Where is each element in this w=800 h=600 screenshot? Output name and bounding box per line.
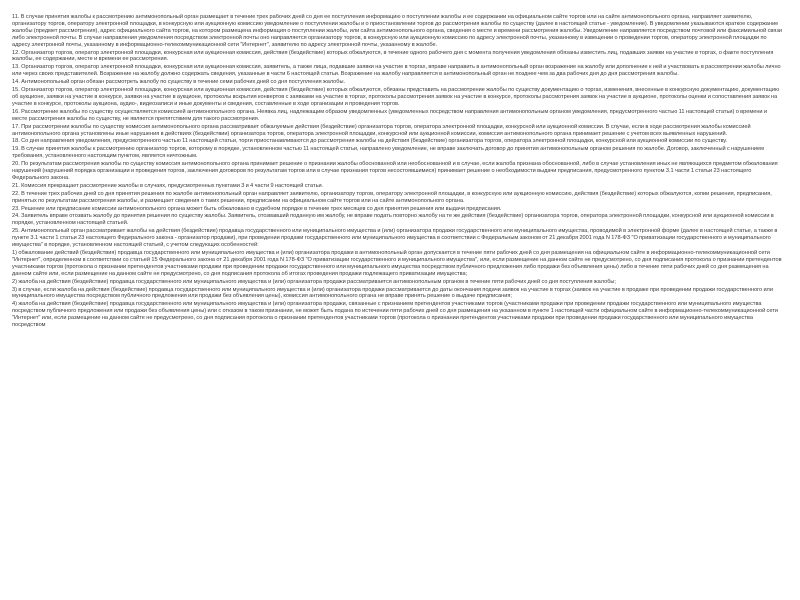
paragraph-12: 12. Организатор торгов, оператор электронной площадки, конкурсная или аукционная комиссия, действия (бездействие) которых обжалуются, в течение одного рабочего дня с момента получения уведомления обязаны известить лиц, подавших заявки на участие в торгах, о факте поступления жалобы, ее содержании, месте и времени ее рассмотрения. [12, 49, 774, 63]
paragraph-13: 13. Организатор торгов, оператор электронной площадки, конкурсная или аукционная комиссия, заявитель, а также лица, подавшие заявки на участие в торгах, вправе направить в антимонопольный орган возражение на жалобу или дополнение к ней и участвовать в рассмотрении жалобы лично или через своих представителей. Возражение на жалобу должно содержать сведения, указанные в части 6 настоящей статьи. Возражение на жалобу направляется в антимонопольный орган не позднее чем за два рабочих дня до дня рассмотрения жалобы. [12, 64, 781, 78]
paragraph-23: 23. Решение или предписание комиссии антимонопольного органа может быть обжаловано в судебном порядке в течение трех месяцев со дня принятия решения или выдачи предписания. [12, 205, 502, 212]
paragraph-15: 15. Организатор торгов, оператор электронной площадки, конкурсная или аукционная комиссия, действия (бездействие) которых обжалуются, обязаны представить на рассмотрение жалобы по существу документацию о торгах, изменения, внесенные в конкурсную документацию, документацию об аукционе, заявки на участие в конкурсе, заявки на участие в аукционе, протоколы вскрытия конвертов с заявками на участие в торгах, протоколы рассмотрения заявок на участие в конкурсе, протоколы рассмотрения заявок на участие в аукционе, протоколы оценки и сопоставления заявок на участие в конкурсе, протоколы аукциона, аудио-, видеозаписи и иные документы и сведения, составленные в ходе организации и проведения торгов. [12, 87, 780, 107]
paragraph-25-item-3: 3) в случае, если жалоба на действия (бездействие) продавца государственного или муниципального имущества и (или) организатора продажи рассматривается до даты окончания подачи заявок на участие в торгах (заявок на участие в продаже при проведении продажи государственного или муниципального имущества посредством публичного предложения или продажи без объявления цены), комиссия антимонопольного органа не вправе принять решение о выдаче предписания; [12, 286, 773, 300]
paragraph-16: 16. Рассмотрение жалобы по существу осуществляется комиссией антимонопольного органа. Неявка лиц, надлежащим образом уведомленных (уведомленных посредством направления антимонопольным органом уведомления, предусмотренного частью 11 настоящей статьи) о времени и месте рассмотрения жалобы по существу, не является препятствием для такого рассмотрения. [12, 108, 768, 122]
paragraph-25: 25. Антимонопольный орган рассматривает жалобы на действия (бездействие) продавца государственного или муниципального имущества и (или) организатора продажи государственного или муниципального имущества, проводимой в электронной форме (далее в настоящей статье, а также в пункте 3.1 части 1 статьи 23 настоящего Федерального закона - организатор продажи), при проведении продажи государственного или муниципального имущества в соответствии с Федеральным законом от 21 декабря 2001 года N 178-ФЗ "О приватизации государственного и муниципального имущества" в порядке, установленном настоящей статьей, с учетом следующих особенностей: [12, 228, 778, 249]
paragraph-25-item-2: 2) жалоба на действия (бездействие) продавца государственного или муниципального имущества и (или) организатора продажи рассматривается антимонопольным органом в течение пяти рабочих дней со дня поступления жалобы; [12, 278, 616, 285]
paragraph-21: 21. Комиссия прекращает рассмотрение жалобы в случаях, предусмотренных пунктами 3 и 4 части 9 настоящей статьи. [12, 182, 324, 189]
paragraph-24: 24. Заявитель вправе отозвать жалобу до принятия решения по существу жалобы. Заявитель, отозвавший поданную им жалобу, не вправе подать повторно жалобу на те же действия (бездействие) организатора торгов, оператора электронной площадки, конкурсной или аукционной комиссии в порядке, установленном настоящей статьей. [12, 213, 774, 227]
paragraph-11: 11. В случае принятия жалобы к рассмотрению антимонопольный орган размещает в течение трех рабочих дней со дня ее поступления информацию о поступлении жалобы и ее содержании на официальном сайте торгов или на сайте антимонопольного органа, направляет заявителю, организатору торгов, оператору электронной площадки, в конкурсную или аукционную комиссию уведомление о поступлении жалобы и о приостановлении торгов до рассмотрения жалобы по существу (далее в настоящей статье - уведомление). В уведомлении указываются краткое содержание жалобы (предмет рассмотрения), адрес официального сайта торгов, на котором размещена информация о поступлении жалобы, или сайта антимонопольного органа, сведения о месте и времени рассмотрения жалобы. Уведомление направляется посредством почтовой или факсимильной связи либо электронной почты. В случае направления уведомления посредством электронной почты оно направляется организатору торгов, в конкурсную или аукционную комиссию по адресу электронной почты, указанному в извещении о проведении торгов, оператору электронной площадки по адресу электронной почты, указанному в информационно-телекоммуникационной сети "Интернет", заявителю по адресу электронной почты, указанному в жалобе. [12, 14, 782, 48]
paragraph-20: 20. По результатам рассмотрения жалобы по существу комиссия антимонопольного органа принимает решение о признании жалобы обоснованной или необоснованной и в случае, если жалоба признана обоснованной, либо в случае установления иных не являющихся предметом обжалования нарушений (нарушений порядка организации и проведения торгов, заключения договоров по результатам торгов или в случае признания торгов несостоявшимися) принимает решение о необходимости выдачи предписания, предусмотренного пунктом 3.1 части 1 статьи 23 настоящего Федерального закона. [12, 161, 778, 181]
document-page [12, 14, 782, 594]
paragraph-18: 18. Со дня направления уведомления, предусмотренного частью 11 настоящей статьи, торги приостанавливаются до рассмотрения жалобы на действия (бездействие) организатора торгов, оператора электронной площадки, конкурсной или аукционной комиссии по существу. [12, 138, 728, 145]
paragraph-19: 19. В случае принятия жалобы к рассмотрению организатор торгов, которому в порядке, установленном частью 11 настоящей статьи, направлено уведомление, не вправе заключать договор до принятия антимонопольным органом решения по жалобе. Договор, заключенный с нарушением требования, установленного настоящим пунктом, является ничтожным. [12, 146, 764, 160]
paragraph-25-item-1: 1) обжалование действий (бездействия) продавца государственного или муниципального имущества и (или) организатора продажи в антимонопольный орган допускается в течение пяти рабочих дней со дня размещения на официальном сайте в информационно-телекоммуникационной сети "Интернет", определенном в соответствии со статьей 15 Федерального закона от 21 декабря 2001 года N 178-ФЗ "О приватизации государственного и муниципального имущества", или, если размещение на данном сайте не предусмотрено, со дня подписания протокола о признании претендентов участниками торгов (протокола о признании претендентов участниками продажи при проведении продажи государственного или муниципального имущества посредством публичного предложения либо продажи без объявления цены) либо в течение пяти рабочих дней со дня размещения на данном сайте или, если размещение на данном сайте не предусмотрено, со дня подписания протокола об итогах проведения продажи подлежащего приватизации имущества; [12, 250, 782, 277]
paragraph-22: 22. В течение трех рабочих дней со дня принятия решения по жалобе антимонопольный орган направляет заявителю, организатору торгов, оператору электронной площадки, в конкурсную или аукционную комиссию, действия (бездействие) которых обжалуются, копии решения, предписания, принятых по результатам рассмотрения жалобы, и размещает сведения о таких решении, предписании на официальном сайте торгов или на сайте антимонопольного органа. [12, 190, 772, 204]
paragraph-14: 14. Антимонопольный орган обязан рассмотреть жалобу по существу в течение семи рабочих дней со дня поступления жалобы. [12, 79, 346, 86]
paragraph-25-item-4: 4) жалоба на действия (бездействие) продавца государственного или муниципального имущества и (или) организатора продажи, связанные с признанием претендентов участниками торгов (участниками продажи при проведении продажи государственного или муниципального имущества посредством публичного предложения или продажи без объявления цены) или с отказом в таком признании, не может быть подана по истечении пяти рабочих дней со дня размещения на указанном в пункте 1 настоящей части официальном сайте в информационно-телекоммуникационной сети "Интернет" или, если размещение на данном сайте не предусмотрено, со дня подписания протокола о признании претендентов участниками торгов (протокола о признании претендентов участниками продажи при проведении продажи государственного или муниципального имущества посредством [12, 301, 778, 329]
paragraph-17: 17. При рассмотрении жалобы по существу комиссия антимонопольного органа рассматривает обжалуемые действия (бездействие) организатора торгов, оператора электронной площадки, конкурсной или аукционной комиссии. В случае, если в ходе рассмотрения жалобы комиссией антимонопольного органа установлены иные нарушения в действиях (бездействии) организатора торгов, оператора электронной площадки, конкурсной или аукционной комиссии, комиссия антимонопольного органа принимает решение с учетом всех выявленных нарушений. [12, 123, 751, 137]
